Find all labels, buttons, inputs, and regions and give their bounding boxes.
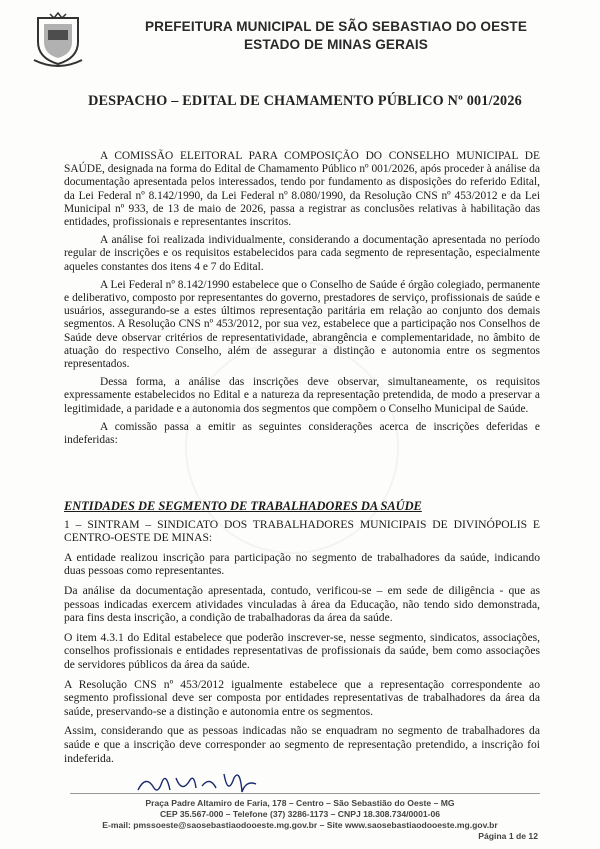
footer-contact: CEP 35.567-000 – Telefone (37) 3286-1173 – CNPJ 18.308.734/0001-06 — [159, 809, 441, 819]
footer-divider — [70, 793, 540, 794]
intro-paragraph: A Lei Federal nº 8.142/1990 estabelece que o Conselho de Saúde é órgão colegiado, permanente e deliberativo, composto por representantes do governo, prestadores de serviço, profissionais de saúde e usuários, assegurando-se a estes últimos representação paritária em relação ao conjunto dos demais segmentos. A Resolução CNS nº 453/2012, por sua vez, estabelece que a participação nos Conselhos de Saúde deve observar critérios de representatividade, abrangência e complementaridade, no âmbito de atuação do respectivo Conselho, além de assegurar a distinção e autonomia entre os segmentos representados. — [64, 278, 540, 371]
section-paragraph: 1 – SINTRAM – SINDICATO DOS TRABALHADORES MUNICIPAIS DE DIVINÓPOLIS E CENTRO-OESTE DE MINAS: — [64, 517, 540, 545]
section-paragraph: A entidade realizou inscrição para participação no segmento de trabalhadores da saúde, indicando duas pessoas como representantes. — [64, 550, 540, 578]
letterhead-line-1: PREFEITURA MUNICIPAL DE SÃO SEBASTIAO DO OESTE — [145, 19, 527, 34]
section-paragraph: Assim, considerando que as pessoas indicadas não se enquadram no segmento de trabalhadores da saúde e que a inscrição deve corresponder ao segmento de representação pretendido, a inscrição foi indeferida. — [64, 724, 540, 765]
letterhead — [96, 18, 576, 54]
municipal-coat-of-arms-icon — [30, 12, 86, 70]
footer-web: E-mail: pmssoeste@saosebastiaodooeste.mg.gov.br – Site www.saosebastiaodooeste.mg.gov.br — [102, 820, 498, 830]
intro-paragraph: A comissão passa a emitir as seguintes considerações acerca de inscrições deferidas e indeferidas: — [64, 420, 540, 447]
intro-body — [64, 150, 540, 452]
intro-paragraph: Dessa forma, a análise das inscrições deve observar, simultaneamente, os requisitos expressamente estabelecidos no Edital e a natureza da representação pretendida, de modo a preservar a legitimidade, a paridade e a autonomia dos segmentos que compõem o Conselho Municipal de Saúde. — [64, 376, 540, 415]
letterhead-line-2: ESTADO DE MINAS GERAIS — [244, 37, 428, 52]
document-title: DESPACHO – EDITAL DE CHAMAMENTO PÚBLICO Nº 001/2026 — [88, 93, 522, 109]
footer-address: Praça Padre Altamiro de Faria, 178 – Centro – São Sebastião do Oeste – MG — [145, 798, 455, 808]
page-number: Página 1 de 12 — [478, 831, 538, 841]
section-health-workers — [64, 500, 540, 771]
intro-paragraph: A COMISSÃO ELEITORAL PARA COMPOSIÇÃO DO CONSELHO MUNICIPAL DE SAÚDE, designada na forma do Edital de Chamamento Público nº 001/2026, após proceder à análise da documentação apresentada pelos interessados, tendo por fundamento as disposições do referido Edital, da Lei Federal nº 8.142/1990, da Lei Federal nº 8.080/1990, da Resolução CNS nº 453/2012 e da Lei Municipal nº 933, de 13 de maio de 2026, passa a registrar as conclusões relativas à habilitação das entidades, profissionais e representantes inscritos. — [64, 150, 540, 229]
section-paragraph: O item 4.3.1 do Edital estabelece que poderão inscrever-se, nesse segmento, sindicatos, associações, conselhos profissionais e entidades representativas de profissionais da saúde, bem como associações de servidores públicos da área da saúde. — [64, 630, 540, 671]
intro-paragraph: A análise foi realizada individualmente, considerando a documentação apresentada no período regular de inscrições e os requisitos estabelecidos para cada segmento de representação, especialmente aqueles constantes dos itens 4 e 7 do Edital. — [64, 234, 540, 273]
section-heading: ENTIDADES DE SEGMENTO DE TRABALHADORES DA SAÚDE — [64, 499, 422, 513]
section-paragraph: Da análise da documentação apresentada, contudo, verificou-se – em sede de diligência - que as pessoas indicadas exercem atividades vinculadas à área da Educação, não tendo sido demonstrada, para fins desta inscrição, a condição de trabalhadoras da área da saúde. — [64, 583, 540, 625]
section-paragraph: A Resolução CNS nº 453/2012 igualmente estabelece que a representação correspondente ao segmento profissional deve ser composta por entidades representativas de trabalhadores da área da saúde, preservando-se a distinção e autonomia entre os segmentos. — [64, 677, 540, 718]
